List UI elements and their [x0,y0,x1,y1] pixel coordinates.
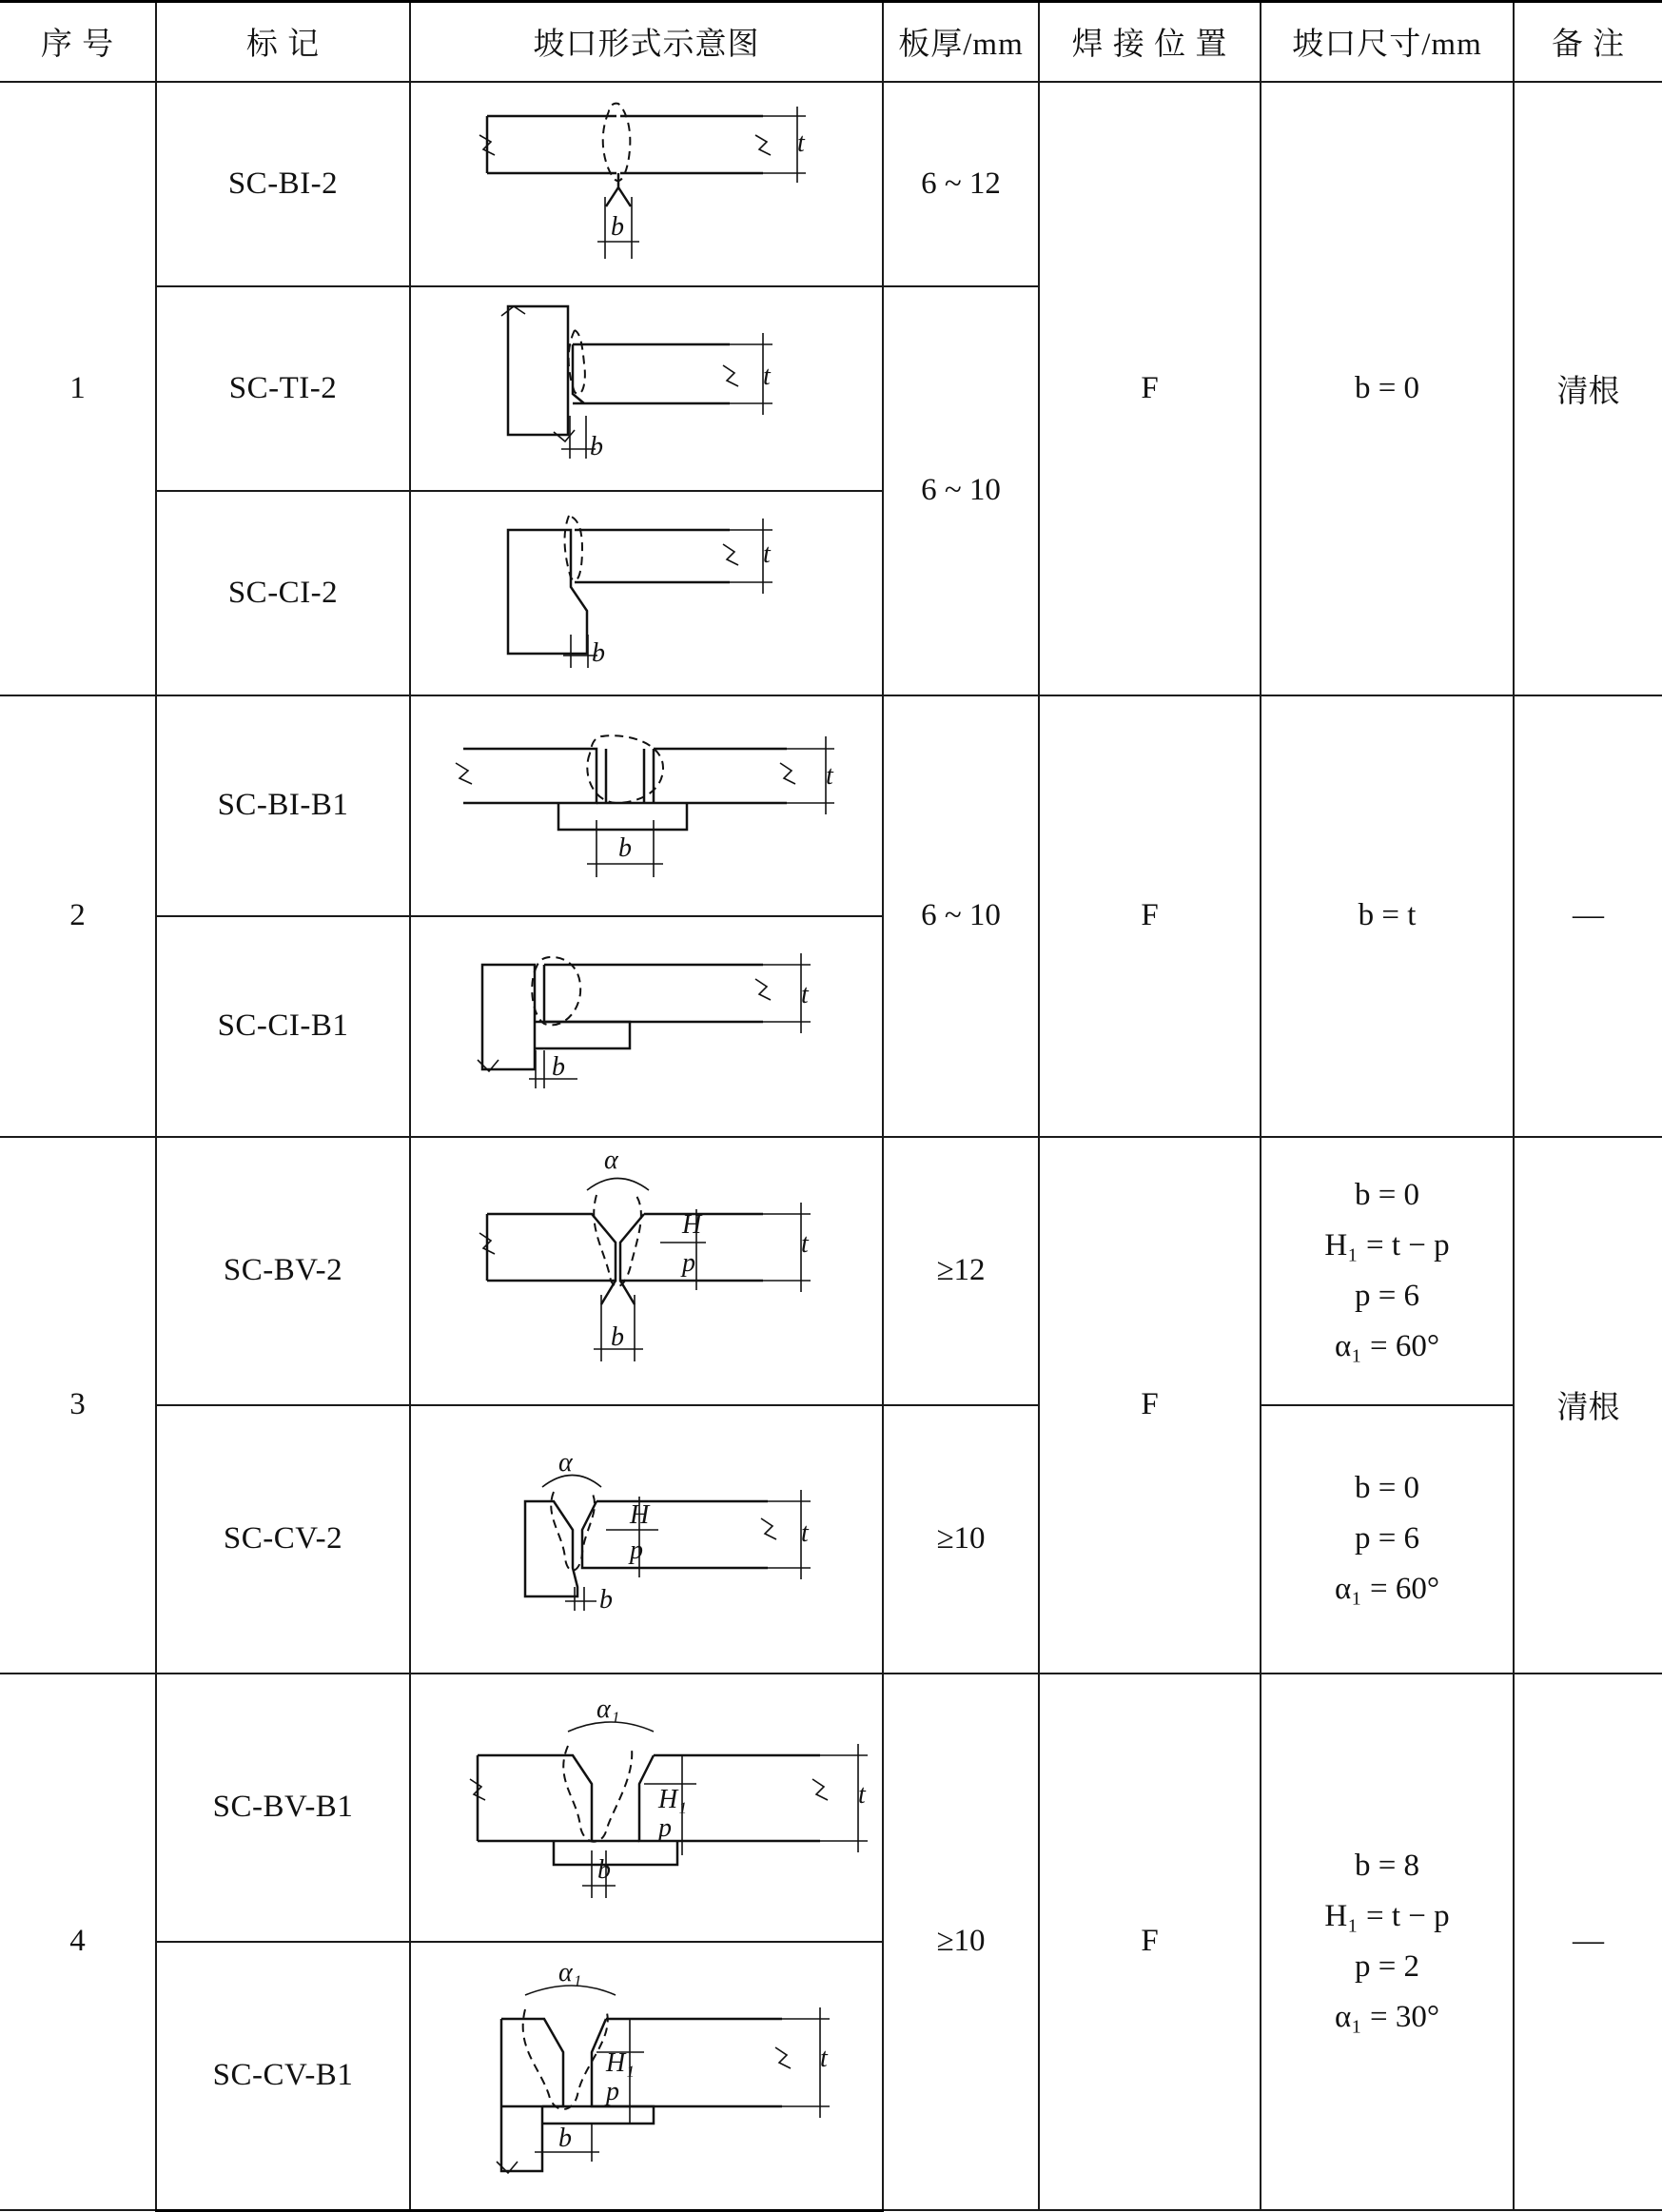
dim-p-label: p [606,2076,619,2106]
size-line: b = 0 [1354,1471,1420,1505]
butt-v-backing-icon [410,1674,883,1942]
group-1-position: F [1039,82,1261,695]
size-line: p = 2 [1354,1948,1420,1984]
size-line: α₁ = 60° [1334,1328,1440,1363]
row-thickness: 6 ~ 12 [883,82,1039,286]
group-4-no: 4 [0,1674,156,2211]
dim-b-label: b [592,637,605,668]
table-row [0,1674,1662,1942]
header-groove-size: 坡口尺寸/mm [1261,2,1514,82]
butt-v-groove-icon [410,1137,883,1405]
dim-t-label: t [801,1517,809,1548]
dim-alpha1-label: α₁ [596,1693,620,1724]
size-line: H₁ = t − p [1324,1898,1450,1933]
group-2-no: 2 [0,695,156,1137]
row-mark: SC-BV-2 [156,1137,410,1405]
row-mark: SC-CV-B1 [156,1942,410,2211]
dim-h1-label: H₁ [606,2047,635,2078]
size-line: α₁ = 60° [1334,1572,1440,1606]
group-1-no: 1 [0,82,156,695]
row-thickness: ≥10 [883,1674,1039,2211]
butt-square-backing-icon [410,695,883,916]
group-3-position: F [1039,1137,1261,1674]
tee-square-groove-icon [410,286,883,491]
dim-b-label: b [552,1051,565,1082]
table-row [0,1405,1662,1674]
dim-b-label: b [599,1584,613,1615]
corner-v-groove-icon [410,1405,883,1674]
dim-alpha-label: α [558,1447,573,1478]
row-groove-size [1261,1405,1514,1674]
dim-h-label: H [682,1209,702,1240]
group-4-remark: — [1514,1674,1662,2211]
dim-h1-label: H₁ [658,1784,687,1814]
corner-square-backing-icon [410,916,883,1137]
dim-p-label: p [630,1535,643,1565]
row-thickness: 6 ~ 10 [883,286,1039,695]
dim-t-label: t [820,2043,828,2073]
row-thickness: ≥10 [883,1405,1039,1674]
dim-b-label: b [618,832,632,863]
dim-b-label: b [590,431,603,461]
dim-t-label: t [826,760,833,791]
header-diagram: 坡口形式示意图 [410,2,883,82]
group-3-no: 3 [0,1137,156,1674]
size-line: b = 0 [1354,370,1420,405]
table-row [0,695,1662,916]
row-mark: SC-CI-2 [156,491,410,695]
corner-v-backing-icon [410,1942,883,2211]
group-4-position: F [1039,1674,1261,2211]
dim-t-label: t [801,1228,809,1259]
dim-t-label: t [763,538,771,569]
row-mark: SC-BV-B1 [156,1674,410,1942]
dim-b-label: b [611,1321,624,1352]
dim-b-label: b [558,2123,572,2153]
dim-alpha-label: α [604,1145,618,1175]
dim-h-label: H [630,1499,650,1530]
group-1-groove-size [1261,82,1514,695]
row-mark: SC-BI-B1 [156,695,410,916]
dim-p-label: p [682,1247,695,1278]
header-mark: 标 记 [156,2,410,82]
group-2-remark: — [1514,695,1662,1137]
row-mark: SC-BI-2 [156,82,410,286]
group-3-remark: 清根 [1514,1137,1662,1674]
dim-t-label: t [797,127,805,158]
size-line: b = t [1358,898,1417,932]
size-line: α₁ = 30° [1334,1999,1440,2034]
table-row [0,1137,1662,1405]
table-header-row [0,2,1662,82]
size-line: p = 6 [1354,1278,1420,1313]
size-line: H₁ = t − p [1324,1227,1450,1263]
corner-square-groove-icon [410,491,883,695]
header-no: 序 号 [0,2,156,82]
row-groove-size [1261,1137,1514,1405]
header-thickness: 板厚/mm [883,2,1039,82]
row-mark: SC-CV-2 [156,1405,410,1674]
dim-t-label: t [858,1779,866,1810]
dim-t-label: t [801,979,809,1009]
size-line: p = 6 [1354,1521,1420,1556]
row-mark: SC-CI-B1 [156,916,410,1137]
dim-b-label: b [611,211,624,242]
dim-p-label: p [658,1812,672,1843]
row-thickness: ≥12 [883,1137,1039,1405]
dim-b-label: b [597,1854,611,1885]
dim-alpha1-label: α₁ [558,1957,582,1987]
group-1-remark: 清根 [1514,82,1662,695]
header-remark: 备 注 [1514,2,1662,82]
dim-t-label: t [763,361,771,391]
size-line: b = 0 [1354,1177,1420,1212]
group-2-position: F [1039,695,1261,1137]
table-row [0,82,1662,286]
size-line: b = 8 [1354,1848,1420,1883]
group-4-groove-size [1261,1674,1514,2211]
header-position: 焊 接 位 置 [1039,2,1261,82]
butt-square-groove-icon [410,82,883,286]
row-thickness: 6 ~ 10 [883,695,1039,1137]
group-2-groove-size [1261,695,1514,1137]
row-mark: SC-TI-2 [156,286,410,491]
